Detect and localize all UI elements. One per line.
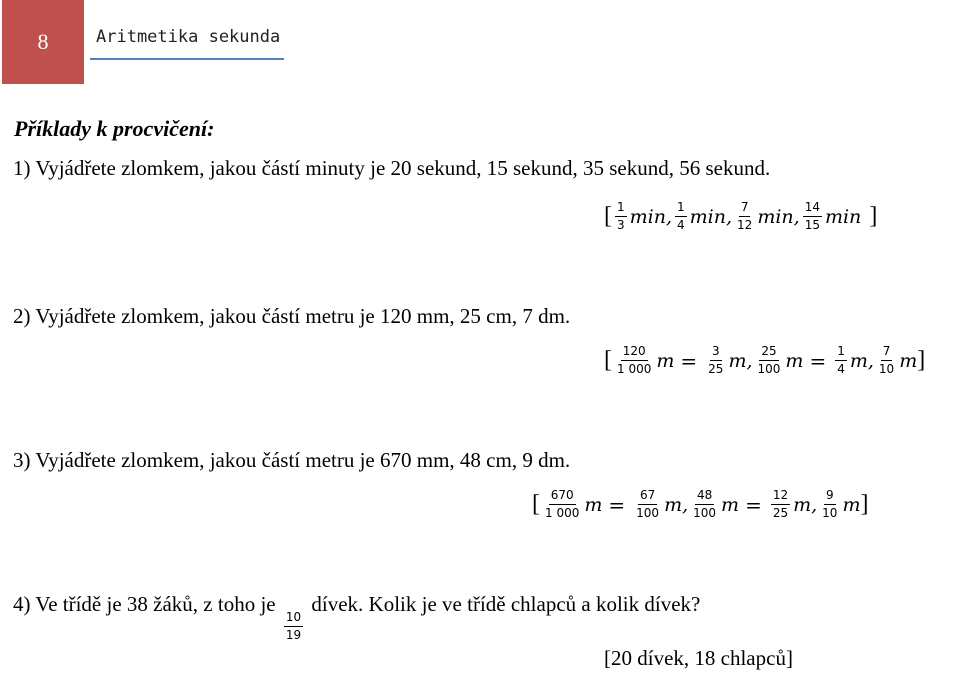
- running-title: Aritmetika sekunda: [96, 27, 281, 47]
- unit: min,: [629, 205, 673, 228]
- fraction: $\frac{12}{25}$: [772, 488, 789, 520]
- bracket-close: ]: [917, 347, 926, 373]
- equals-sign: =: [809, 348, 827, 373]
- unit: m: [899, 349, 918, 372]
- unit: min,: [689, 205, 733, 228]
- bracket-open: [: [532, 491, 540, 517]
- exercise-4-question: [13, 592, 700, 643]
- exercise-2-question: 2) Vyjádřete zlomkem, jakou částí metru je 120 mm, 25 cm, 7 dm.: [13, 304, 571, 328]
- bracket-close: ]: [869, 203, 878, 229]
- question-text-before: 4) Ve třídě je 38 žáků, z toho je: [13, 592, 276, 616]
- unit: m: [584, 493, 603, 516]
- page-number-badge: [2, 0, 84, 84]
- header-rule: [90, 58, 284, 60]
- fraction: $\frac{670}{1 000}$: [545, 488, 580, 520]
- fraction: $\frac{3}{25}$: [708, 344, 724, 376]
- unit: m: [721, 493, 740, 516]
- fraction: $\frac{1}{4}$: [677, 200, 685, 232]
- bracket-close: ]: [860, 491, 869, 517]
- fraction: $\frac{9}{10}$: [822, 488, 838, 520]
- section-title: Příklady k procvičení:: [14, 116, 215, 141]
- equals-sign: =: [745, 492, 762, 517]
- page-number: 8: [37, 29, 49, 54]
- bracket-open: [: [604, 347, 612, 373]
- fraction: $\frac{25}{100}$: [757, 344, 781, 376]
- fraction: $\frac{10}{19}$: [285, 610, 302, 642]
- fraction: $\frac{48}{100}$: [693, 488, 717, 520]
- exercise-2-answer: [604, 344, 925, 377]
- fraction: $\frac{120}{1 000}$: [617, 344, 652, 376]
- fraction: $\frac{14}{15}$: [804, 200, 820, 232]
- fraction: $\frac{7}{12}$: [737, 200, 753, 232]
- exercise-1-question: 1) Vyjádřete zlomkem, jakou částí minuty je 20 sekund, 15 sekund, 35 sekund, 56 sekund.: [13, 156, 771, 180]
- unit: m: [785, 349, 804, 372]
- unit: min,: [757, 205, 800, 228]
- equals-sign: =: [608, 492, 626, 517]
- fraction: $\frac{7}{10}$: [878, 344, 895, 376]
- exercise-1-answer: [604, 200, 877, 233]
- fraction: $\frac{67}{100}$: [636, 488, 660, 520]
- equals-sign: =: [680, 348, 698, 373]
- question-text-after: dívek. Kolik je ve třídě chlapců a kolik dívek?: [311, 592, 701, 616]
- unit: m: [656, 349, 675, 372]
- fraction: $\frac{1}{3}$: [617, 200, 625, 232]
- unit: m,: [728, 349, 753, 372]
- bracket-open: [: [604, 203, 612, 229]
- unit: m,: [793, 493, 818, 516]
- fraction: $\frac{1}{4}$: [837, 344, 845, 376]
- exercise-3-answer: [532, 488, 868, 521]
- unit: m,: [664, 493, 689, 516]
- unit: min: [824, 205, 862, 228]
- exercise-4-answer: [20 dívek, 18 chlapců]: [604, 646, 793, 670]
- unit: m: [842, 493, 861, 516]
- exercise-3-question: 3) Vyjádřete zlomkem, jakou částí metru je 670 mm, 48 cm, 9 dm.: [13, 448, 571, 472]
- unit: m,: [849, 349, 874, 372]
